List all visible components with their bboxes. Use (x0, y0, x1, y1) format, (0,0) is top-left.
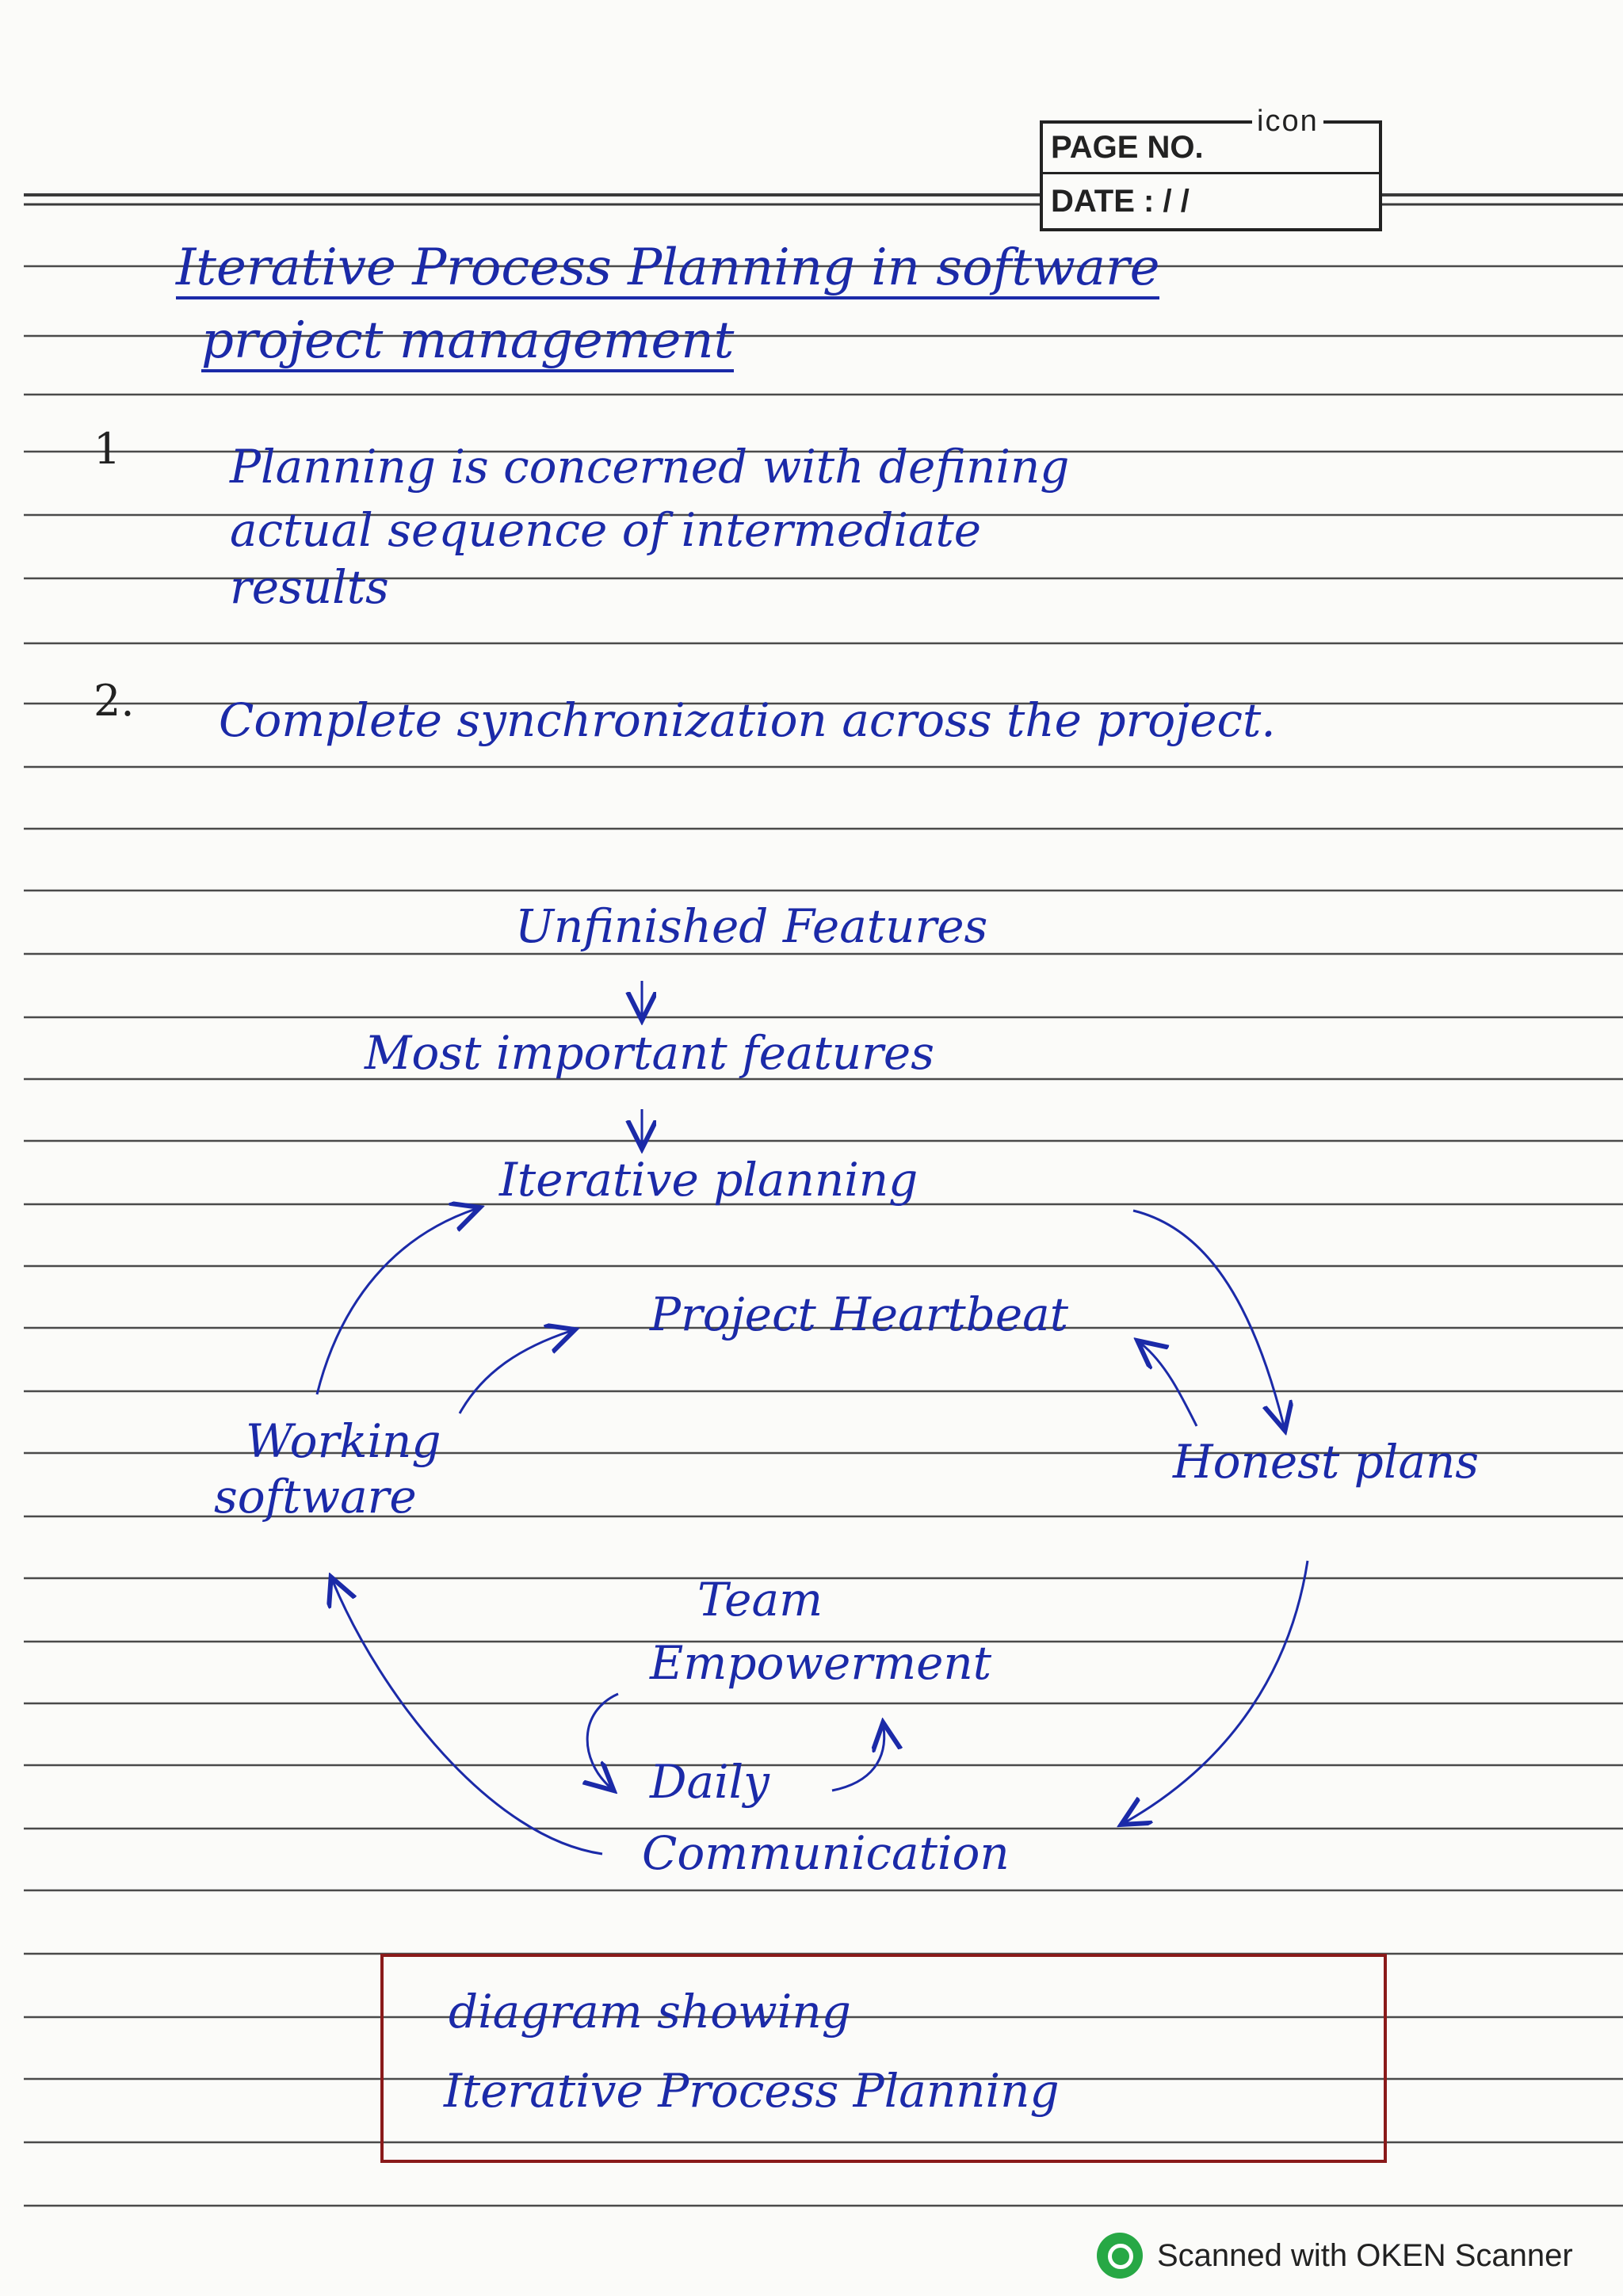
node-most-important-features: Most important features (365, 1026, 934, 1080)
node-iterative-planning: Iterative planning (499, 1153, 918, 1207)
node-unfinished-features: Unfinished Features (515, 899, 988, 953)
node-honest-plans: Honest plans (1173, 1435, 1480, 1489)
node-working-line-1: Working (246, 1414, 441, 1468)
point-1-line-3: results (230, 560, 389, 614)
arrow-honest-to-daily (1125, 1561, 1308, 1822)
arrow-working-to-heartbeat (460, 1331, 571, 1413)
scanner-logo-icon (1097, 2233, 1143, 2279)
scanner-watermark (1097, 2233, 1573, 2279)
arrow-daily-to-working (333, 1581, 602, 1854)
node-project-heartbeat: Project Heartbeat (650, 1287, 1069, 1341)
arrow-daily-to-team (832, 1727, 884, 1791)
date-label: DATE : / / (1051, 183, 1190, 219)
node-daily-line-2: Communication (642, 1826, 1010, 1880)
arrow-working-to-iterative (317, 1209, 475, 1394)
point-1-number: 1 (94, 424, 121, 474)
arrow-iterative-to-honest (1133, 1211, 1284, 1426)
notebook-brand: icon (1252, 105, 1323, 139)
page-no-label: PAGE NO. (1043, 124, 1379, 174)
caption-line-2: Iterative Process Planning (444, 2064, 1060, 2118)
caption-line-1: diagram showing (449, 1985, 851, 2039)
title-line-2: project management (201, 315, 734, 372)
node-daily-line-1: Daily (650, 1755, 769, 1809)
title-line-1: Iterative Process Planning in software (176, 242, 1159, 299)
point-2-number: 2. (94, 676, 135, 726)
node-team-line-1: Team (697, 1573, 823, 1627)
node-team-line-2: Empowerment (650, 1636, 992, 1690)
node-working-line-2: software (214, 1470, 417, 1524)
scanner-text: Scanned with OKEN Scanner (1157, 2237, 1573, 2273)
point-2-line-1: Complete synchronization across the project. (219, 693, 1276, 747)
point-1-line-1: Planning is concerned with defining (230, 440, 1070, 494)
arrow-honest-to-heartbeat (1141, 1344, 1197, 1426)
point-1-line-2: actual sequence of intermediate (230, 503, 982, 557)
arrow-team-to-daily (587, 1694, 618, 1787)
